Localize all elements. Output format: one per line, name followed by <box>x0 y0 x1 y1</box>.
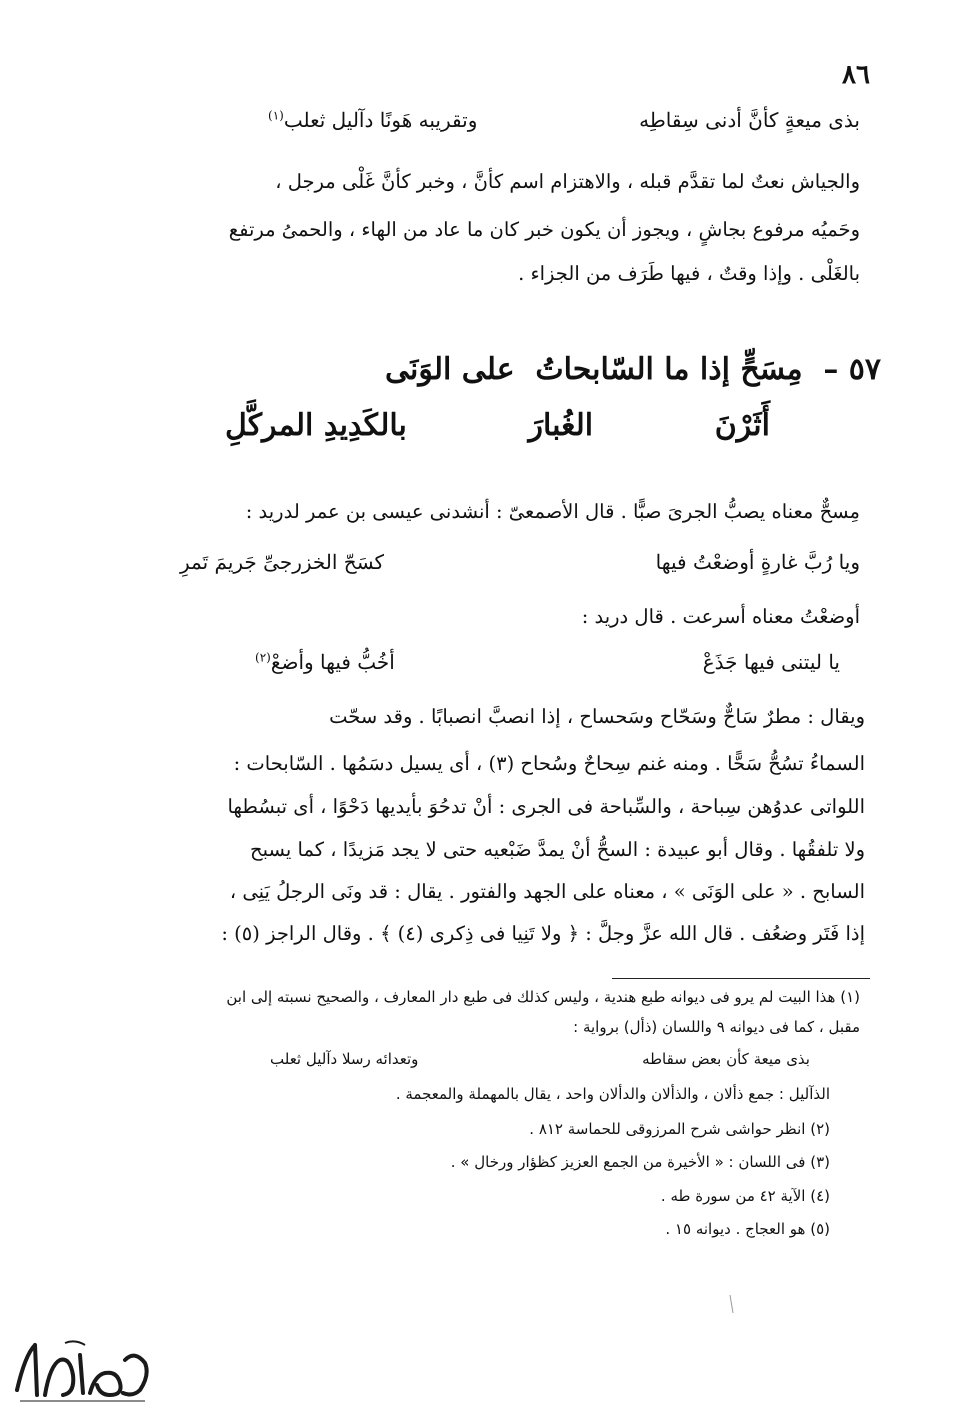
commentary-line: أوضعْتُ معناه أسرعت . قال دريد : <box>581 605 860 628</box>
footnote-2: (٢) انظر حواشى شرح المرزوقى للحماسة ٨١٢ . <box>529 1120 830 1138</box>
footnote-ref: (١) <box>268 108 284 123</box>
commentary-line: ولا تلفقُها . وقال أبو عبيدة : السحُّ أنْ يمدَّ ضَبْعيه حتى لا يجد مَزيدًا ، كما يسبح <box>250 838 865 861</box>
footnote-separator <box>612 978 870 979</box>
verse-hemistich-left: أخُبُّ فيها وأضعْ$^{(٢)}$ <box>255 650 395 674</box>
commentary-line: والجياش نعتٌ لما تقدَّم قبله ، والاهتزام اسم كأنَّ ، وخبر كأنَّ غَلْى مرجل ، <box>275 170 860 193</box>
footnote-ref: (٢) <box>255 650 271 665</box>
commentary-line: ويقال : مطرٌ سَاحٌّ وسَحّاح وسَحساح ، إذا انصبَّ انصبابًا . وقد سحّت <box>329 705 865 728</box>
page-number: ٨٦ <box>842 60 870 90</box>
verse-line <box>268 108 860 132</box>
commentary-line: مِسحٌّ معناه يصبُّ الجرىَ صبًّا . قال الأصمعىّ : أنشدنى عيسى بن عمر لدريد : <box>245 500 860 523</box>
heading-word: بالكَدِيدِ المركَّلِ <box>225 408 407 443</box>
verse-heading-line2 <box>225 408 770 443</box>
commentary-line: السماءُ تسُحُّ سَحًّا . ومنه غنم سِحاحٌ وسُحاح (٣) ، أى يسيل دسَمُها . السّابحات : <box>233 752 865 775</box>
footnote-1-cont: مقبل ، كما فى ديوانه ٩ واللسان (ذأل) برواية : <box>573 1018 860 1036</box>
scan-mark <box>728 1295 736 1315</box>
heading-word: مِسَحٍّ إذا ما السّابحاتُ <box>535 352 803 387</box>
verse-hemistich-right: بذى ميعة كأن بعض سقاطه <box>642 1050 810 1068</box>
quoted-verse <box>255 650 840 674</box>
verse-hemistich-right: ويا رُبَّ غارةٍ أوضعْتُ فيها <box>655 550 860 574</box>
quoted-verse <box>180 550 860 574</box>
commentary-line: وحَميُه مرفوع بجاشٍ ، ويجوز أن يكون خبر كان ما عاد من الهاء ، والحمىُ مرتفع <box>228 218 860 241</box>
verse-hemistich-left: وتعدائه رسلا دآليل ثعلب <box>270 1050 419 1068</box>
footnote-4: (٤) الآية ٤٢ من سورة طه . <box>660 1187 830 1205</box>
heading-word: أَثَرْنَ <box>714 408 770 443</box>
verse-heading-line1 <box>385 352 881 387</box>
commentary-line: إذا فَتَر وضعُف . قال الله عزَّ وجلَّ : ﴿ ولا تَنِيا فى ذِكرى (٤) ﴾ . وقال الراجز (٥) : <box>221 922 865 945</box>
footnote-3: (٣) فى اللسان : « الأخيرة من الجمع العزيز كظؤار ورخال » . <box>450 1153 830 1171</box>
verse-hemistich-right: يا ليتنى فيها جَذَعْ <box>702 650 840 674</box>
commentary-line: بالغَلْى . وإذا وقتٌ ، فيها طَرَف من الجزاء . <box>518 262 860 285</box>
heading-word: على الوَنَى <box>385 352 515 387</box>
verse-hemistich-left: كسَحّ الخزرجىِّ جَريمَ تَمرِ <box>180 550 385 574</box>
verse-hemistich-right: بذى ميعةٍ كأنَّ أدنى سِقاطِه <box>639 108 860 132</box>
verse-number: ٥٧ – <box>823 352 881 387</box>
verse-hemistich-left: وتقريبه هَونًا دآليل ثعلب$^{(١)}$ <box>268 108 478 132</box>
commentary-line: اللواتى عدوُهن سِباحة ، والسِّباحة فى الجرى : أنْ تدحُوَ بأيديها دَحْوًا ، أى تبسُطها <box>227 795 865 818</box>
heading-word: الغُبارَ <box>528 408 594 443</box>
footnote-1: (١) هذا البيت لم يرو فى ديوانه طبع هندية ، وليس كذلك فى طبع دار المعارف ، والصحيح نسبته إلى ابن <box>226 988 860 1006</box>
footnote-1-gloss: الذآليل : جمع ذألان ، والذألان والدألان واحد ، يقال بالمهملة والمعجمة . <box>395 1085 830 1103</box>
footnote-verse <box>270 1050 810 1068</box>
calligraphy-logo-icon <box>5 1335 155 1410</box>
footnote-5: (٥) هو العجاج . ديوانه ١٥ . <box>665 1220 830 1238</box>
commentary-line: السابح . « على الوَنَى » ، معناه على الجهد والفتور . يقال : قد ونَى الرجلُ يَنِى ، <box>229 880 865 903</box>
